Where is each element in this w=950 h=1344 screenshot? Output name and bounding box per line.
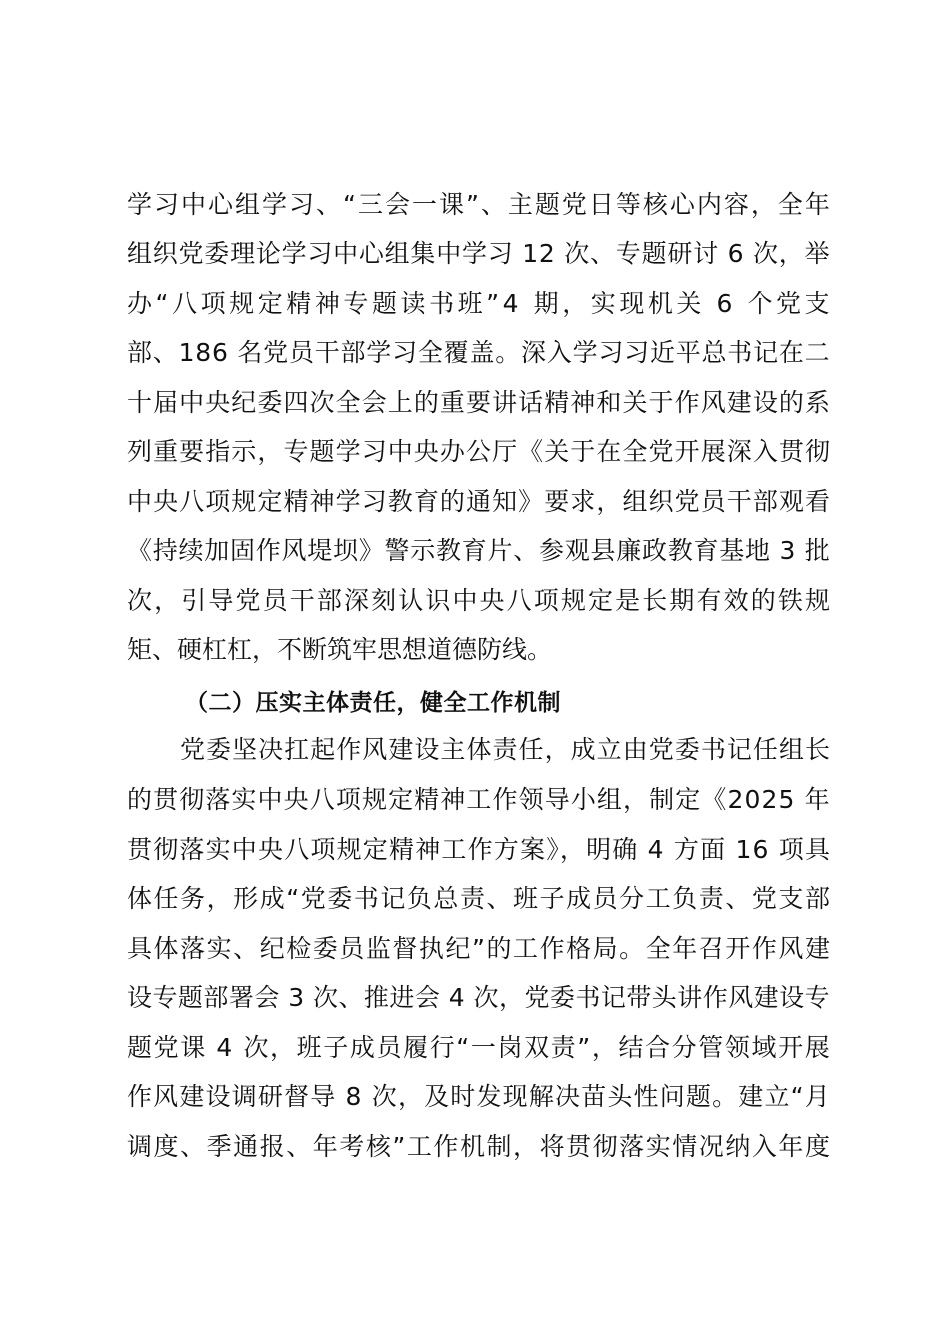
- text-line: 的贯彻落实中央八项规定精神工作领导小组，制定《2025 年: [127, 785, 831, 814]
- text-line: 次，引导党员干部深刻认识中央八项规定是长期有效的铁规: [127, 586, 833, 615]
- text-line: 列重要指示，专题学习中央办公厅《关于在全党开展深入贯彻: [127, 437, 832, 466]
- text-line: 办“八项规定精神专题读书班”4 期，实现机关 6 个党支: [127, 289, 834, 318]
- text-line: 题党课 4 次，班子成员履行“一岗双责”，结合分管领域开展: [127, 1033, 832, 1062]
- text-line: 设专题部署会 3 次、推进会 4 次，党委书记带头讲作风建设专: [127, 983, 831, 1012]
- text-line: 《持续加固作风堤坝》警示教育片、参观县廉政教育基地 3 批: [127, 536, 831, 565]
- text-line-last: 矩、硬杠杠，不断筑牢思想道德防线。: [127, 635, 553, 664]
- text-line: 具体落实、纪检委员监督执纪”的工作格局。全年召开作风建: [127, 934, 832, 963]
- text-line: 调度、季通报、年考核”工作机制，将贯彻落实情况纳入年度: [127, 1132, 832, 1161]
- text-line: 组织党委理论学习中心组集中学习 12 次、专题研讨 6 次，举: [127, 239, 831, 268]
- text-line: 十届中央纪委四次全会上的重要讲话精神和关于作风建设的系: [127, 388, 832, 417]
- text-line: 体任务，形成“党委书记负总责、班子成员分工负责、党支部: [127, 884, 832, 913]
- text-line: 部、186 名党员干部学习全覆盖。深入学习习近平总书记在二: [127, 338, 831, 367]
- section-heading: （二）压实主体责任，健全工作机制: [185, 690, 561, 716]
- text-line: 学习中心组学习、“三会一课”、主题党日等核心内容，全年: [127, 190, 832, 219]
- text-line: 作风建设调研督导 8 次，及时发现解决苗头性问题。建立“月: [127, 1082, 831, 1111]
- text-line-first-indented: 党委坚决扛起作风建设主体责任，成立由党委书记任组长: [180, 735, 832, 764]
- text-line: 中央八项规定精神学习教育的通知》要求，组织党员干部观看: [127, 487, 832, 516]
- text-line: 贯彻落实中央八项规定精神工作方案》，明确 4 方面 16 项具: [127, 835, 832, 864]
